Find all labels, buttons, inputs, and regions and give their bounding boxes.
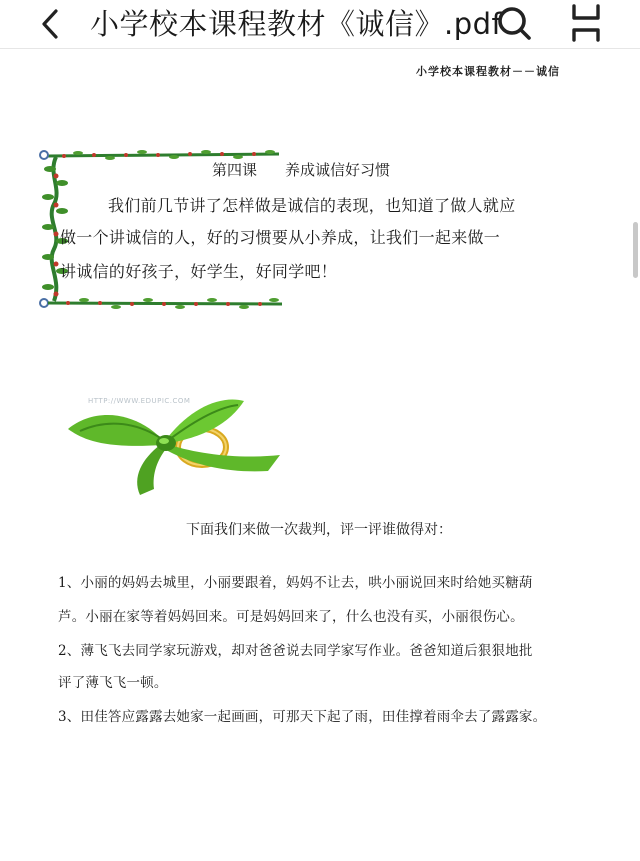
image-watermark: HTTP://WWW.EDUPIC.COM: [88, 397, 191, 405]
lesson-name: 养成诚信好习惯: [285, 161, 391, 179]
scenario-line: 评了薄飞飞一顿。: [58, 675, 168, 691]
scenario-line: 2、薄飞飞去同学家玩游戏，却对爸爸说去同学家写作业。爸爸知道后狠狠地批: [58, 643, 533, 659]
more-button[interactable]: [566, 2, 606, 46]
pdf-page: [0, 49, 640, 861]
instruction-text: 下面我们来做一次裁判，评一评谁做得对：: [186, 522, 452, 538]
scenario-line: 1、小丽的妈妈去城里，小丽要跟着，妈妈不让去，哄小丽说回来时给她买糖葫: [58, 575, 533, 591]
intro-line: 我们前几节讲了怎样做是诚信的表现，也知道了做人就应: [108, 196, 516, 215]
intro-line: 讲诚信的好孩子，好学生，好同学吧！: [60, 262, 338, 281]
lesson-title: [212, 159, 390, 180]
top-bar: [0, 0, 640, 49]
more-icon: [566, 2, 606, 46]
scrollbar-thumb[interactable]: [633, 222, 638, 278]
search-icon: [494, 4, 534, 44]
scenario-line: 芦。小丽在家等着妈妈回来。可是妈妈回来了，什么也没有买，小丽很伤心。: [58, 609, 524, 625]
document-title: 小学校本课程教材《诚信》.pdf: [90, 7, 503, 41]
green-ribbon-bow-image: [62, 389, 282, 499]
running-header: 小学校本课程教材－－诚信: [416, 65, 560, 78]
search-button[interactable]: [494, 4, 534, 44]
lesson-number: 第四课: [212, 161, 258, 179]
scenario-line: 3、田佳答应露露去她家一起画画，可那天下起了雨，田佳撑着雨伞去了露露家。: [58, 709, 547, 725]
back-button[interactable]: [34, 6, 70, 42]
intro-line: 做一个讲诚信的人，好的习惯要从小养成，让我们一起来做一: [60, 228, 501, 247]
back-arrow-icon: [34, 6, 70, 42]
